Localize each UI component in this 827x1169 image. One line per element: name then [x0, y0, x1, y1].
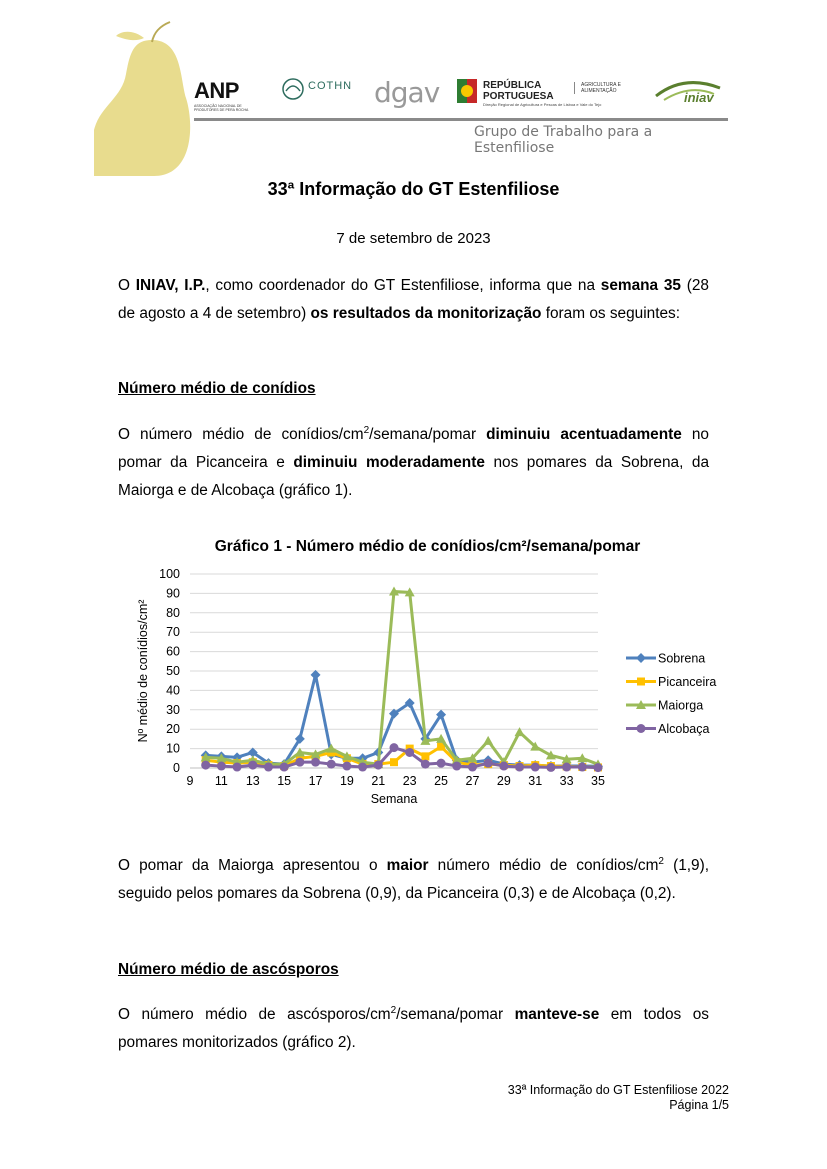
- text-span: no pomar da Picanceira e: [118, 426, 709, 471]
- x-tick-label: 13: [245, 774, 260, 788]
- x-tick-label: 15: [277, 774, 292, 788]
- data-point: [374, 761, 383, 770]
- data-point: [280, 763, 289, 772]
- data-point: [531, 763, 540, 772]
- bold-span: manteve-se: [514, 1006, 600, 1023]
- legend-label: Maiorga: [658, 698, 704, 713]
- anp-logo-subtitle: ASSOCIAÇÃO NACIONAL DE PRODUTORES DE PERA ROCHA: [194, 104, 249, 112]
- text-span: (1,9), seguido pelos pomares da Sobrena (0,9), da Picanceira (0,3) e de Alcobaça (0,2).: [118, 857, 709, 902]
- data-point: [248, 761, 257, 770]
- x-tick-label: 29: [496, 774, 511, 788]
- x-tick-label: 23: [402, 774, 417, 788]
- data-point: [546, 763, 555, 772]
- banner-divider: [194, 118, 728, 121]
- section-heading-conidios: Número médio de conídios: [118, 380, 316, 397]
- data-point: [594, 763, 603, 772]
- legend-label: Alcobaça: [658, 722, 710, 736]
- x-tick-label: 11: [214, 774, 228, 788]
- data-point: [326, 744, 336, 753]
- data-point: [468, 763, 477, 772]
- y-tick-label: 70: [166, 625, 180, 640]
- bold-span: os resultados da monitorização: [310, 305, 542, 322]
- x-tick-label: 19: [339, 774, 354, 788]
- data-point: [437, 759, 446, 768]
- data-point: [311, 758, 320, 767]
- document-date: 7 de setembro de 2023: [336, 230, 491, 247]
- superscript: 2: [658, 856, 664, 867]
- x-tick-label: 9: [186, 774, 194, 788]
- legend-entry: [626, 722, 709, 736]
- legend-marker: [637, 724, 646, 733]
- portugal-shield-icon: [456, 78, 478, 104]
- text-span: em todos os pomares monitorizados (gráfico 2).: [118, 1006, 709, 1051]
- bold-span: diminuiu moderadamente: [293, 454, 485, 471]
- y-axis-label: Nº médio de conídios/cm²: [136, 599, 150, 743]
- text-span: O número médio de conídios/cm: [118, 426, 364, 443]
- text-span: O pomar da Maiorga apresentou o: [118, 857, 387, 874]
- section-heading-ascosporos: Número médio de ascósporos: [118, 961, 339, 978]
- legend-marker: [636, 653, 646, 663]
- cothn-logo: [286, 80, 352, 92]
- bold-span: semana 35: [600, 277, 681, 294]
- data-point: [578, 763, 587, 772]
- conidios-line-chart: [130, 562, 730, 822]
- data-point: [484, 759, 493, 768]
- data-point: [515, 763, 524, 772]
- page-footer: [508, 1083, 729, 1113]
- series-line: [206, 675, 598, 766]
- bold-span: maior: [386, 857, 429, 874]
- data-point: [358, 763, 367, 772]
- x-axis-label: Semana: [370, 792, 418, 806]
- legend-label: Picanceira: [658, 675, 717, 689]
- data-point: [390, 743, 399, 752]
- y-tick-label: 20: [166, 722, 180, 737]
- superscript: 2: [390, 1005, 397, 1016]
- cothn-logo-text: COTHN: [308, 80, 353, 92]
- header-banner: [94, 18, 734, 176]
- superscript: 2: [363, 425, 370, 436]
- y-tick-label: 50: [166, 664, 180, 678]
- page-number: Página 1/5: [669, 1098, 729, 1112]
- x-tick-label: 33: [559, 774, 574, 788]
- bold-span: diminuiu acentuadamente: [486, 426, 682, 443]
- anp-logo-text: ANP: [194, 78, 239, 103]
- y-tick-label: 60: [166, 644, 180, 659]
- data-point: [421, 752, 429, 760]
- y-tick-label: 30: [166, 702, 180, 717]
- x-tick-label: 35: [591, 774, 605, 788]
- legend-label: Sobrena: [658, 651, 706, 666]
- text-span: , como coordenador do GT Estenfiliose, informa que na: [205, 277, 601, 294]
- data-point: [342, 762, 351, 771]
- text-span: /semana/pomar: [369, 426, 487, 443]
- data-point: [264, 763, 273, 772]
- anp-logo: [194, 78, 264, 112]
- agricultura-logo: [574, 82, 631, 94]
- x-tick-label: 27: [465, 774, 480, 788]
- data-point: [499, 762, 508, 771]
- data-point: [217, 762, 226, 771]
- y-tick-label: 10: [166, 741, 180, 756]
- data-point: [327, 760, 336, 769]
- data-point: [562, 763, 571, 772]
- text-span: /semana/pomar: [396, 1006, 515, 1023]
- conidios-paragraph: [118, 421, 709, 505]
- y-tick-label: 100: [159, 567, 180, 581]
- iniav-logo-text: iniav: [684, 90, 714, 105]
- legend-entry: [626, 675, 716, 689]
- text-span: número médio de conídios/cm: [428, 857, 659, 874]
- dgav-logo: [374, 76, 439, 109]
- series-line: [206, 591, 598, 764]
- data-point: [452, 762, 461, 771]
- cothn-leaf-icon: [282, 78, 304, 100]
- x-tick-label: 17: [308, 774, 323, 788]
- y-tick-label: 90: [166, 586, 180, 601]
- x-tick-label: 21: [371, 774, 386, 788]
- iniav-swoosh-icon: [654, 74, 724, 104]
- data-point: [295, 758, 304, 767]
- series-maiorga: [201, 586, 603, 768]
- dgav-logo-text: dgav: [374, 76, 440, 109]
- banner-subtitle: Grupo de Trabalho para a Estenfiliose: [474, 124, 653, 156]
- data-point: [233, 763, 242, 772]
- y-tick-label: 0: [173, 761, 180, 775]
- republica-logo-text: REPÚBLICA PORTUGUESA: [483, 80, 554, 102]
- data-point: [405, 748, 414, 757]
- legend-entry: [626, 699, 703, 713]
- data-point: [390, 758, 398, 766]
- data-point: [515, 727, 525, 736]
- chart-title: Gráfico 1 - Número médio de conídios/cm²/semana/pomar: [214, 538, 641, 555]
- data-point: [201, 761, 210, 770]
- page-title: 33ª Informação do GT Estenfiliose: [267, 179, 560, 199]
- bold-span: INIAV, I.P.: [135, 277, 206, 294]
- text-span: (28 de agosto a 4 de setembro): [118, 277, 709, 322]
- y-tick-label: 40: [166, 683, 180, 698]
- republica-logo-subtitle: Direção Regional de Agricultura e Pescas de Lisboa e Vale do Tejo: [483, 102, 602, 107]
- text-span: nos pomares da Sobrena, da Maiorga e de Alcobaça (gráfico 1).: [118, 454, 710, 499]
- ascosporos-paragraph: [118, 1001, 709, 1057]
- x-tick-label: 31: [528, 774, 543, 788]
- footer-document-title: 33ª Informação do GT Estenfiliose 2022: [507, 1083, 729, 1097]
- text-span: foram os seguintes:: [541, 305, 681, 322]
- maiorga-paragraph: [118, 852, 709, 908]
- iniav-logo: [654, 80, 714, 105]
- x-tick-label: 25: [434, 774, 449, 788]
- text-span: O: [118, 277, 136, 294]
- agricultura-logo-text: AGRICULTURA E ALIMENTAÇÃO: [581, 82, 621, 94]
- legend-entry: [626, 652, 705, 666]
- legend-marker: [637, 678, 645, 686]
- y-tick-label: 80: [166, 605, 180, 620]
- data-point: [483, 736, 493, 745]
- intro-paragraph: [118, 272, 709, 328]
- data-point: [421, 760, 430, 769]
- text-span: O número médio de ascósporos/cm: [118, 1006, 391, 1023]
